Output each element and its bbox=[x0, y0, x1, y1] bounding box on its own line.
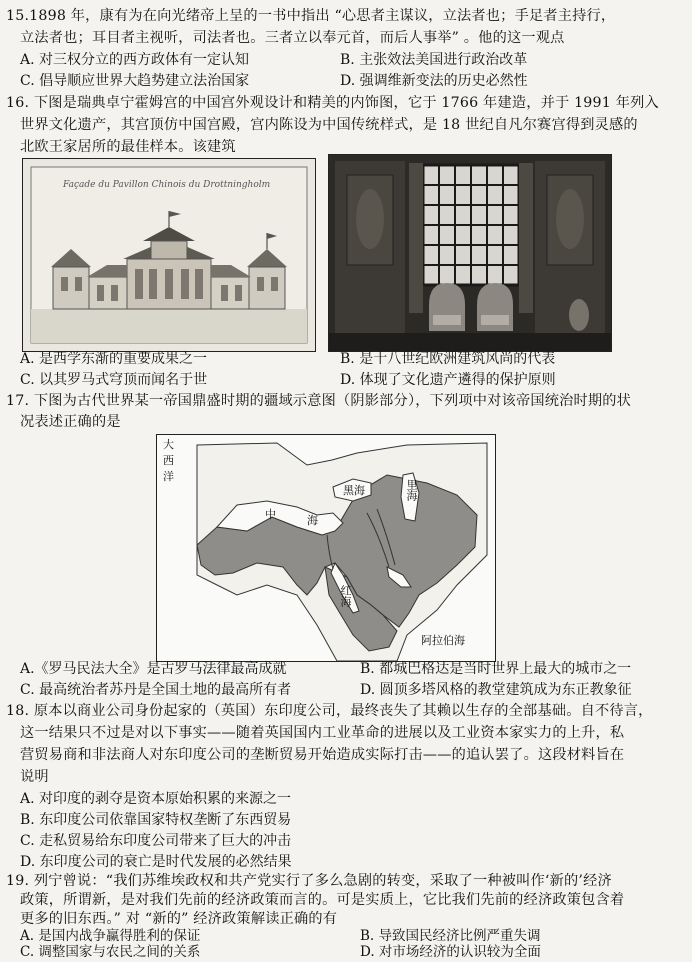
palace-interior-photo bbox=[328, 154, 612, 352]
q15-option-d: D. 强调维新变法的历史必然性 bbox=[340, 73, 528, 89]
q16-option-d: D. 体现了文化遗产遴得的保护原则 bbox=[340, 372, 556, 388]
q16-option-c: C. 以其罗马式穹顶而闻名于世 bbox=[20, 372, 208, 388]
q18-stem-line3: 营贸易商和非法商人对东印度公司的垄断贸易开始造成实际打击——的追认罢了。这段材料旨在 bbox=[20, 747, 625, 763]
q19-option-d: D. 对市场经济的认识较为全面 bbox=[360, 944, 541, 960]
q18-option-d: D. 东印度公司的衰亡是时代发展的必然结果 bbox=[20, 854, 292, 870]
q16-stem-line1: 16. 下图是瑞典卓宁霍姆宫的中国宫外观设计和精美的内饰图，它于 1766 年建造，并于 1991 年列入 bbox=[6, 95, 659, 111]
q15-option-a: A. 对三权分立的西方政体有一定认知 bbox=[20, 52, 250, 68]
map-label-arabian-sea: 阿拉伯海 bbox=[421, 634, 465, 647]
q18-option-a: A. 对印度的剥夺是资本原始积累的来源之一 bbox=[20, 791, 292, 807]
empire-territory-map bbox=[156, 434, 496, 662]
q18-stem-line4: 说明 bbox=[20, 769, 49, 785]
map-label-red-sea: 红海 bbox=[339, 585, 352, 607]
q19-stem-line2: 政策，所谓新，是对我们先前的经济政策而言的。可是实质上，它比我们先前的经济政策包含着 bbox=[20, 892, 625, 908]
palace-exterior-sketch bbox=[22, 158, 316, 352]
q16-option-b: B. 是十八世纪欧洲建筑风尚的代表 bbox=[340, 351, 556, 367]
q15-option-b: B. 主张效法美国进行政治改革 bbox=[340, 52, 528, 68]
q17-option-c: C. 最高统治者苏丹是全国土地的最高所有者 bbox=[20, 682, 292, 698]
map-label-black-sea: 黑海 bbox=[343, 484, 365, 497]
q17-option-b: B. 都城巴格达是当时世界上最大的城市之一 bbox=[360, 661, 632, 677]
q16-option-a: A. 是西学东渐的重要成果之一 bbox=[20, 351, 208, 367]
q19-option-b: B. 导致国民经济比例严重失调 bbox=[360, 928, 541, 944]
palace-interior-drawing bbox=[329, 155, 611, 351]
q17-option-a: A.《罗马民法大全》是古罗马法律最高成就 bbox=[20, 661, 287, 677]
sketch-caption: Façade du Pavillon Chinois du Drottningholm bbox=[63, 180, 271, 190]
q19-stem-line1: 19. 列宁曾说：“我们苏维埃政权和共产党实行了多么急剧的转变，采取了一种被叫作‘新的’经济 bbox=[6, 873, 612, 889]
map-drawing bbox=[157, 435, 495, 661]
map-label-atlantic-1: 大 bbox=[163, 438, 174, 451]
q19-option-a: A. 是国内战争赢得胜利的保证 bbox=[20, 928, 201, 944]
q18-stem-line1: 18. 原本以商业公司身份起家的（英国）东印度公司，最终丧失了其赖以生存的全部基础。自不待言， bbox=[6, 703, 653, 719]
q18-option-b: B. 东印度公司依靠国家特权垄断了东西贸易 bbox=[20, 812, 292, 828]
q17-stem-line2: 况表述正确的是 bbox=[20, 414, 121, 430]
q15-stem-line1: 15.1898 年，康有为在向光绪帝上呈的一书中指出 “心思者主谋议，立法者也；手足者主持行， bbox=[6, 8, 616, 24]
map-label-atlantic-2: 西 bbox=[163, 454, 174, 467]
q19-stem-line3: 更多的旧东西。” 对 “新的” 经济政策解读正确的有 bbox=[20, 911, 338, 927]
q17-option-d: D. 圆顶多塔风格的教堂建筑成为东正教象征 bbox=[360, 682, 632, 698]
q19-option-c: C. 调整国家与农民之间的关系 bbox=[20, 944, 201, 960]
map-label-atlantic-3: 洋 bbox=[163, 470, 174, 483]
map-label-caspian: 里海 bbox=[405, 479, 418, 501]
q16-stem-line3: 北欧王家居所的最佳样本。该建筑 bbox=[20, 139, 236, 155]
q16-stem-line2: 世界文化遗产，其宫顶仿中国宫殿，宫内陈设为中国传统样式，是 18 世纪自凡尔赛宫得到灵感的 bbox=[20, 117, 638, 133]
q17-stem-line1: 17. 下图为古代世界某一帝国鼎盛时期的疆域示意图（阴影部分），下列项中对该帝国统治时期的状 bbox=[6, 393, 632, 409]
map-label-mediterranean-1: 中 bbox=[265, 508, 276, 521]
map-label-mediterranean-2: 海 bbox=[307, 514, 318, 527]
q18-stem-line2: 这一结果只不过是对以下事实——随着英国国内工业革命的进展以及工业资本家实力的上升，私 bbox=[20, 725, 625, 741]
q15-option-c: C. 倡导顺应世界大趋势建立法治国家 bbox=[20, 73, 250, 89]
q15-stem-line2: 立法者也；耳目者主视听，司法者也。三者立以奉元首，而后人事举” 。他的这一观点 bbox=[20, 30, 565, 46]
palace-sketch-drawing bbox=[23, 159, 315, 351]
q18-option-c: C. 走私贸易给东印度公司带来了巨大的冲击 bbox=[20, 833, 292, 849]
